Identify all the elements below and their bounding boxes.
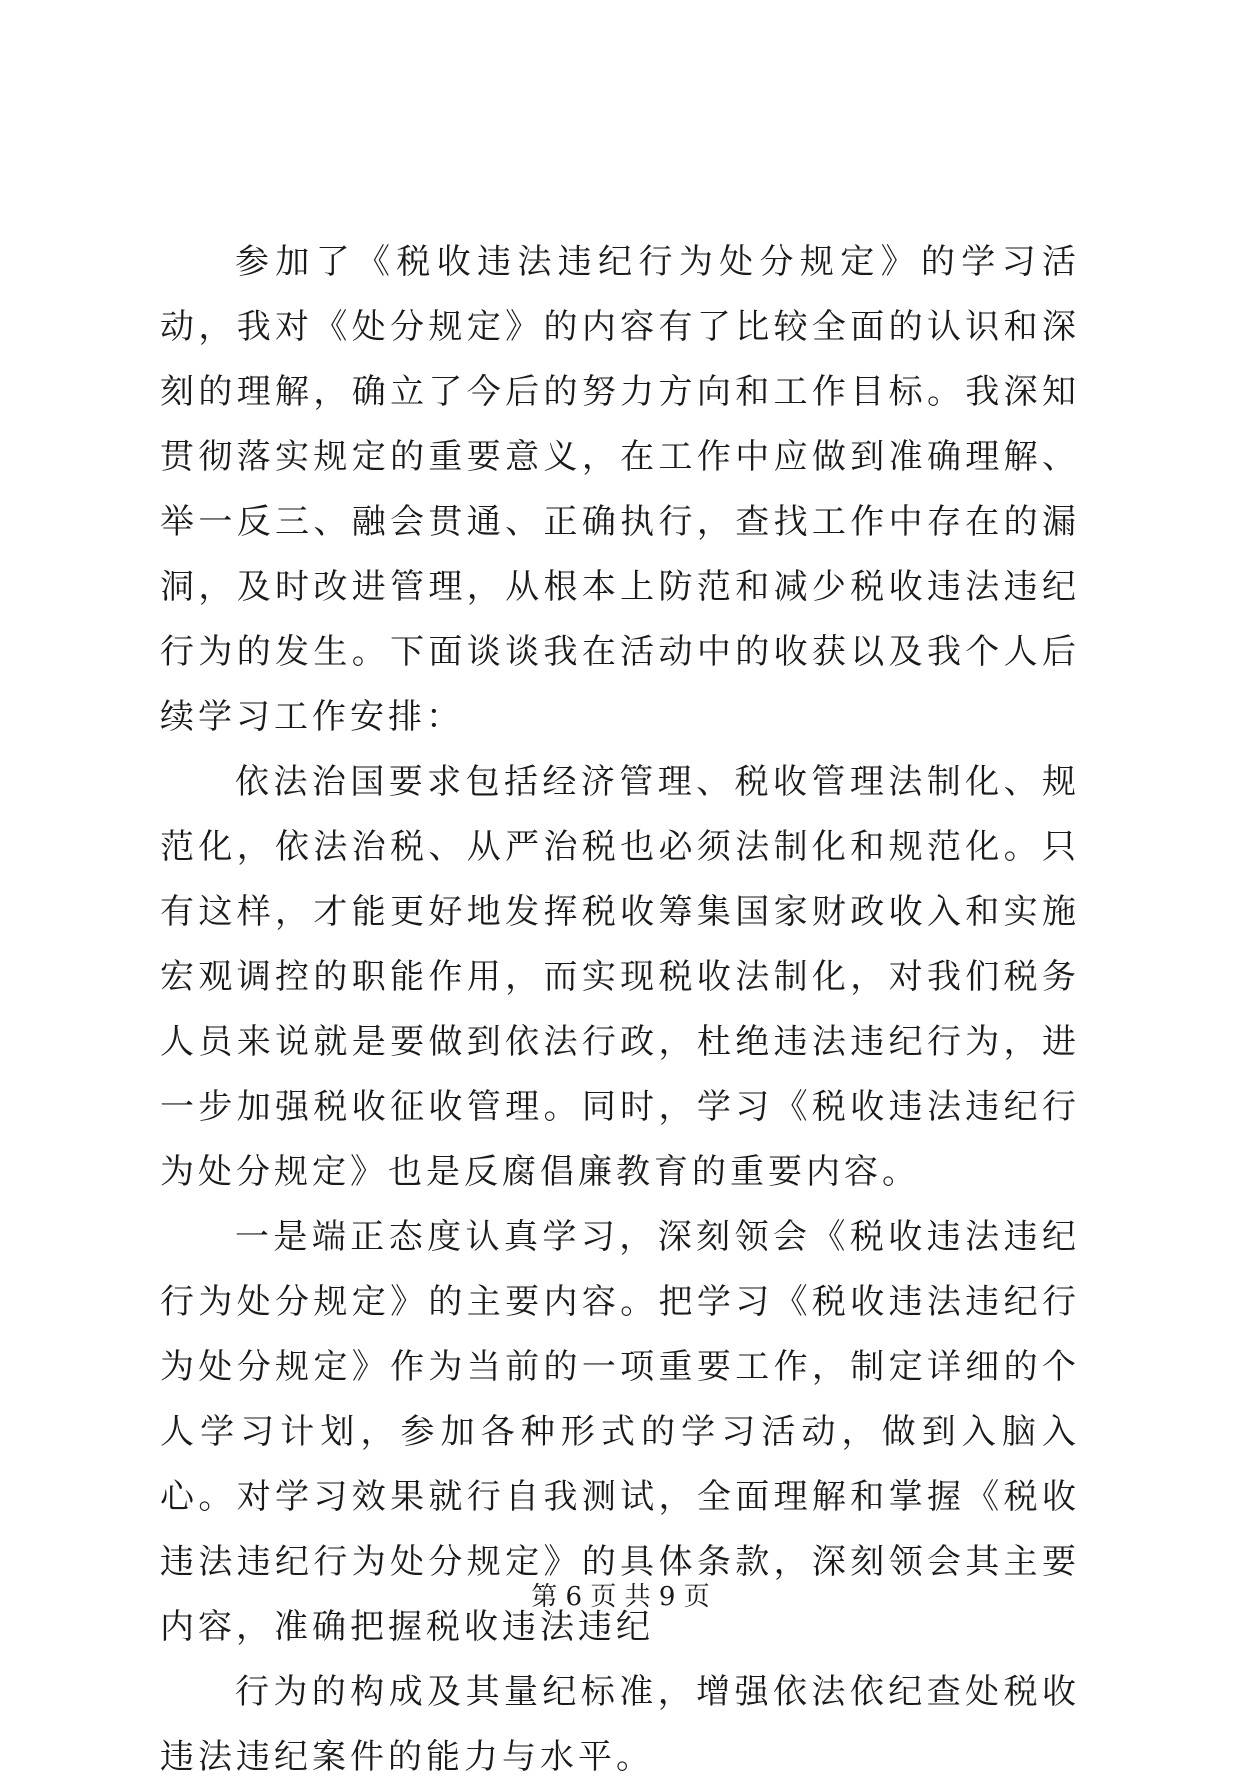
page-number-footer: 第 6 页 共 9 页 [531, 1582, 710, 1612]
paragraph-1: 参加了《税收违法违纪行为处分规定》的学习活动，我对《处分规定》的内容有了比较全面的认识和深刻的理解，确立了今后的努力方向和工作目标。我深知贯彻落实规定的重要意义，在工作中应做到准确理解、举一反三、融会贯通、正确执行，查找工作中存在的漏洞，及时改进管理，从根本上防范和减少税收违法违纪行为的发生。下面谈谈我在活动中的收获以及我个人后续学习工作安排： [160, 242, 1080, 737]
paragraph-3: 一是端正态度认真学习，深刻领会《税收违法违纪行为处分规定》的主要内容。把学习《税收违法违纪行为处分规定》作为当前的一项重要工作，制定详细的个人学习计划，参加各种形式的学习活动，做到入脑入心。对学习效果就行自我测试，全面理解和掌握《税收违法违纪行为处分规定》的具体条款，深刻领会其主要内容，准确把握税收违法违纪 [160, 1217, 1080, 1647]
paragraph-2: 依法治国要求包括经济管理、税收管理法制化、规范化，依法治税、从严治税也必须法制化和规范化。只有这样，才能更好地发挥税收筹集国家财政收入和实施宏观调控的职能作用，而实现税收法制化，对我们税务人员来说就是要做到依法行政，杜绝违法违纪行为，进一步加强税收征收管理。同时，学习《税收违法违纪行为处分规定》也是反腐倡廉教育的重要内容。 [160, 762, 1080, 1192]
paragraph-4: 行为的构成及其量纪标准，增强依法依纪查处税收违法违纪案件的能力与水平。 [160, 1672, 1080, 1777]
document-body [160, 230, 1080, 1790]
